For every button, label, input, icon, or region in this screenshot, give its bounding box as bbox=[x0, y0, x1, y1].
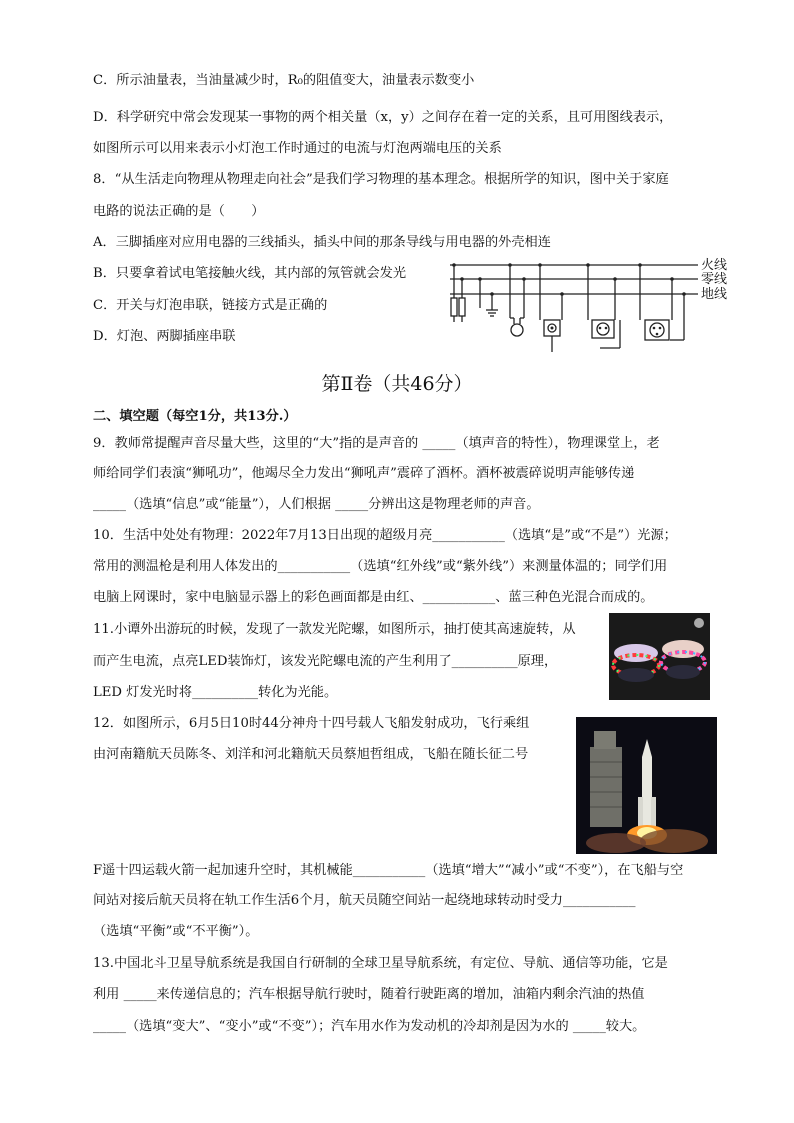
question-13-line2: 利用 _____来传递信息的；汽车根据导航行驶时，随着行驶距离的增加，油箱内剩余汽油的热值 bbox=[93, 987, 645, 1002]
question-11-line2: 而产生电流，点亮LED装饰灯，该发光陀螺电流的产生利用了__________原理， bbox=[93, 654, 558, 669]
rocket-launch-photo bbox=[576, 717, 717, 854]
option-8b: B．只要拿着试电笔接触火线，其内部的氖管就会发光 bbox=[93, 266, 407, 281]
question-9-line1: 9．教师常提醒声音尽量大些，这里的“大”指的是声音的 _____（填声音的特性），物理课堂上，老 bbox=[93, 436, 660, 451]
household-circuit-diagram bbox=[440, 250, 740, 362]
option-8d: D．灯泡、两脚插座串联 bbox=[93, 329, 236, 344]
question-10-line2: 常用的测温枪是利用人体发出的___________（选填“红外线”或“紫外线”）来测量体温的；同学们用 bbox=[93, 559, 668, 574]
option-8c: C．开关与灯泡串联，链接方式是正确的 bbox=[93, 298, 328, 313]
option-7d-line1: D．科学研究中常会发现某一事物的两个相关量（x，y）之间存在着一定的关系，且可用图线表示， bbox=[93, 110, 673, 125]
question-10-line3: 电脑上网课时，家中电脑显示器上的彩色画面都是由红、___________、蓝三种色光混合而成的。 bbox=[93, 590, 654, 605]
ground-wire-label: 地线 bbox=[701, 287, 728, 302]
neutral-wire-label: 零线 bbox=[701, 272, 728, 287]
question-12-line3: F遥十四运载火箭一起加速升空时，其机械能___________（选填“增大”“减小”或“不变”），在飞船与空 bbox=[93, 863, 684, 878]
question-8-line2: 电路的说法正确的是（ ） bbox=[93, 204, 265, 219]
question-11-line1: 11.小谭外出游玩的时候，发现了一款发光陀螺，如图所示，抽打使其高速旋转，从 bbox=[93, 622, 576, 637]
option-7c: C．所示油量表，当油量减少时，R₀的阻值变大，油量表示数变小 bbox=[93, 73, 475, 88]
question-11-line3: LED 灯发光时将__________转化为光能。 bbox=[93, 685, 338, 700]
question-12-line1: 12．如图所示，6月5日10时44分神舟十四号载人飞船发射成功，飞行乘组 bbox=[93, 716, 530, 731]
option-8a: A．三脚插座对应用电器的三线插头，插头中间的那条导线与用电器的外壳相连 bbox=[93, 235, 551, 250]
question-12-line4: 间站对接后航天员将在轨工作生活6个月，航天员随空间站一起绕地球转动时受力___________ bbox=[93, 893, 636, 908]
question-9-line3: _____（选填“信息”或“能量”），人们根据 _____分辨出这是物理老师的声音。 bbox=[93, 497, 540, 512]
fill-blank-heading: 二、填空题（每空1分，共13分.） bbox=[93, 409, 297, 424]
glowing-top-photo bbox=[609, 613, 710, 700]
section-title: 第Ⅱ卷（共46分） bbox=[321, 373, 473, 395]
question-12-line5: （选填“平衡”或“不平衡”）。 bbox=[93, 924, 259, 939]
option-7d-line2: 如图所示可以用来表示小灯泡工作时通过的电流与灯泡两端电压的关系 bbox=[93, 141, 502, 156]
question-10-line1: 10．生活中处处有物理：2022年7月13日出现的超级月亮___________（选填“是”或“不是”）光源； bbox=[93, 528, 677, 543]
question-9-line2: 师给同学们表演“狮吼功”，他竭尽全力发出“狮吼声”震碎了酒杯。酒杯被震碎说明声能够传递 bbox=[93, 466, 635, 481]
live-wire-label: 火线 bbox=[701, 258, 728, 273]
question-13-line1: 13.中国北斗卫星导航系统是我国自行研制的全球卫星导航系统，有定位、导航、通信等功能，它是 bbox=[93, 956, 668, 971]
question-8-line1: 8．“从生活走向物理从物理走向社会”是我们学习物理的基本理念。根据所学的知识，图中关于家庭 bbox=[93, 172, 669, 187]
question-13-line3: _____（选填“变大”、“变小”或“不变”）；汽车用水作为发动机的冷却剂是因为水的 _____较大。 bbox=[93, 1019, 646, 1034]
question-12-line2: 由河南籍航天员陈冬、刘洋和河北籍航天员蔡旭哲组成，飞船在随长征二号 bbox=[93, 747, 529, 762]
